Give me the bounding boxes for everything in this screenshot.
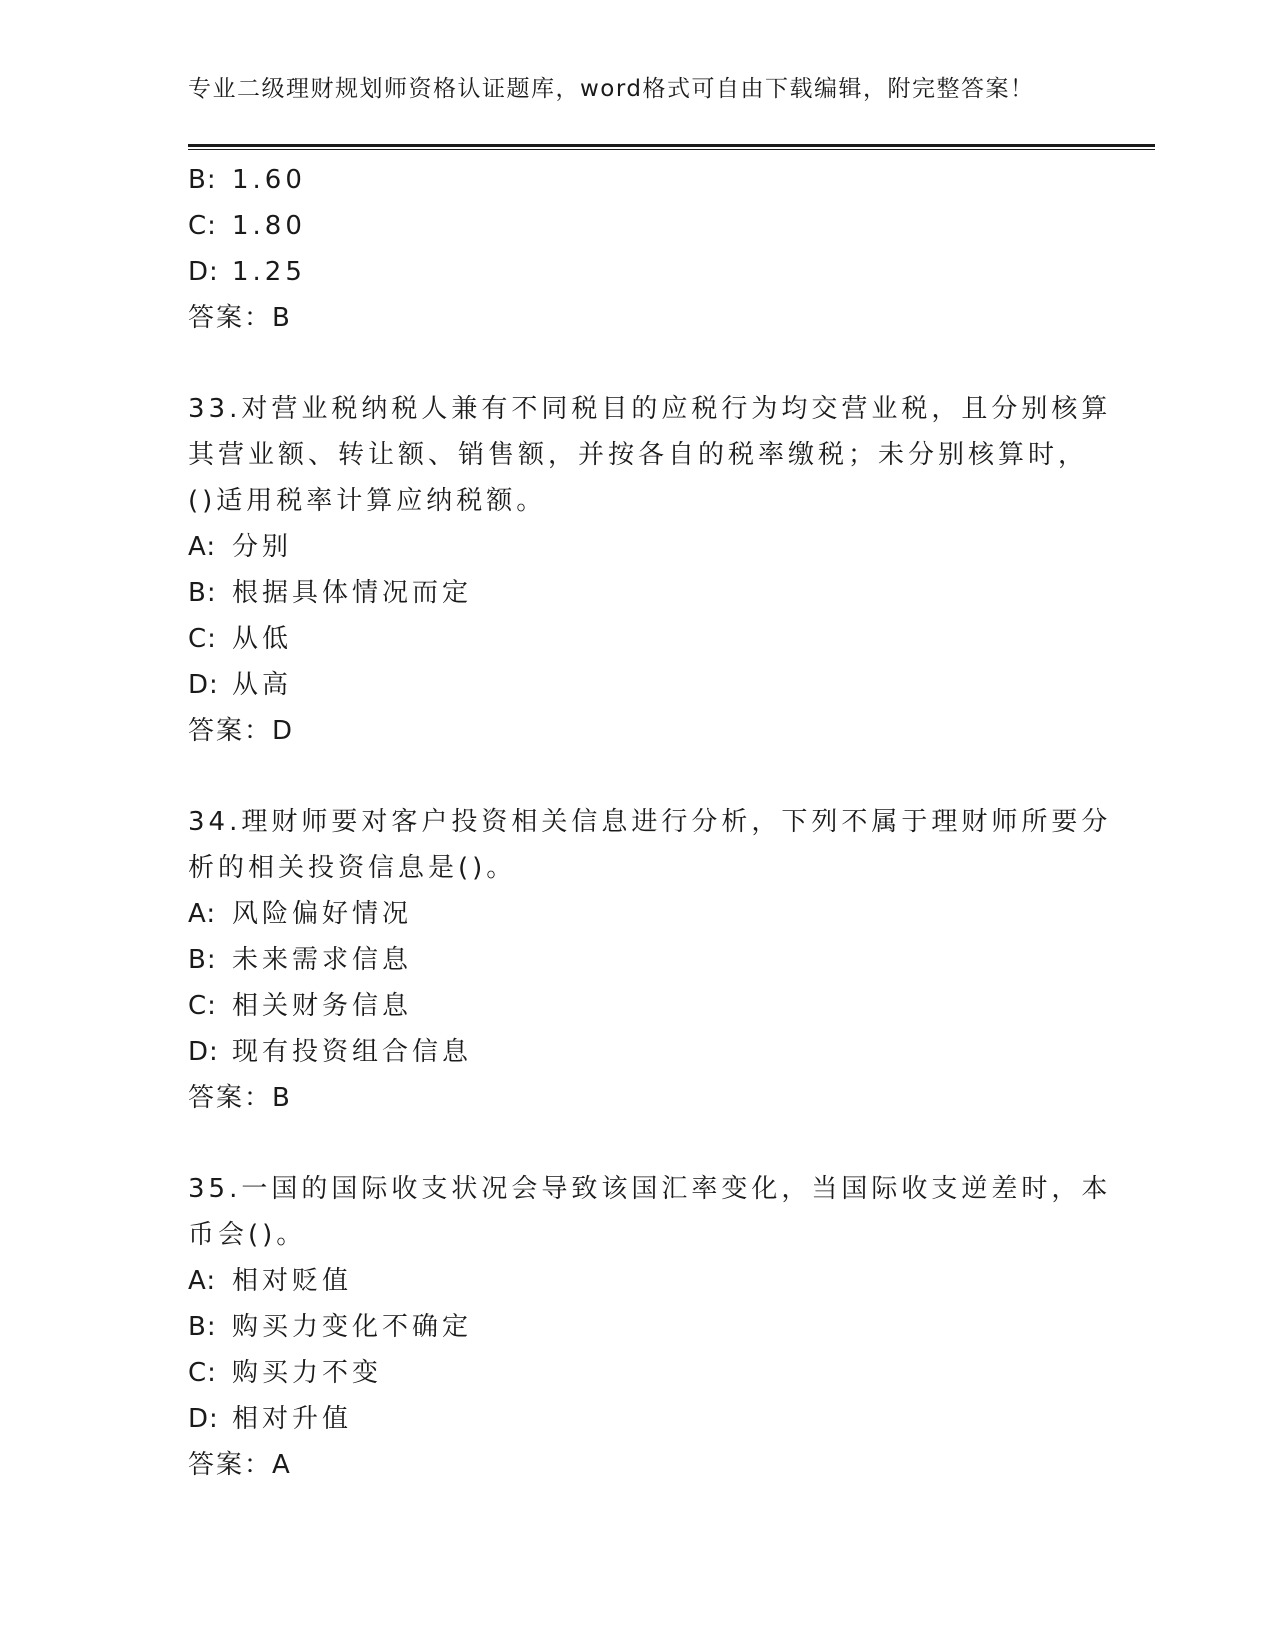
page-header: 专业二级理财规划师资格认证题库，word格式可自由下载编辑，附完整答案！ [188,76,1035,102]
question-stem-line: 币会()。 [188,1220,307,1250]
option-letter: B: [188,578,217,608]
option-c [188,616,1078,662]
answer-line: 答案：D [188,716,295,746]
question-block-35 [188,1166,1112,1488]
option-letter: C: [188,624,217,654]
option-text: 风险偏好情况 [232,899,413,929]
option-letter: A: [188,532,217,562]
answer-line: 答案：A [188,1450,292,1480]
option-letter: B: [188,165,217,195]
option-text: 相关财务信息 [232,991,413,1021]
option-letter: B: [188,945,217,975]
option-letter: A: [188,1266,217,1296]
option-text: 1.25 [232,257,306,287]
option-d [188,662,1078,708]
option-text: 相对贬值 [232,1266,353,1296]
option-c [188,203,1078,249]
option-text: 购买力变化不确定 [232,1312,473,1342]
question-stem-line: ()适用税率计算应纳税额。 [188,486,547,516]
option-letter: C: [188,991,217,1021]
document-body [188,157,1112,1488]
option-text: 根据具体情况而定 [232,578,473,608]
option-c [188,983,1078,1029]
option-letter: D: [188,670,219,700]
option-text: 购买力不变 [232,1358,383,1388]
option-c [188,1350,1078,1396]
option-a [188,891,1078,937]
option-b [188,157,1078,203]
option-letter: C: [188,1358,217,1388]
question-block-33 [188,386,1112,754]
option-d [188,1396,1078,1442]
option-text: 从高 [232,670,293,700]
option-text: 未来需求信息 [232,945,413,975]
option-letter: D: [188,257,219,287]
answer-line: 答案：B [188,1083,292,1113]
option-text: 1.80 [232,211,306,241]
question-stem-line: 其营业额、转让额、销售额，并按各自的税率缴税；未分别核算时， [188,440,1089,470]
option-text: 1.60 [232,165,306,195]
option-text: 现有投资组合信息 [232,1037,473,1067]
question-block-32-tail [188,157,1078,341]
option-text: 分别 [232,532,293,562]
option-letter: A: [188,899,217,929]
option-letter: B: [188,1312,217,1342]
question-block-34 [188,799,1112,1121]
option-d [188,249,1078,295]
option-text: 从低 [232,624,293,654]
answer-line: 答案：B [188,303,292,333]
header-divider [188,144,1155,150]
option-letter: C: [188,211,217,241]
option-b [188,570,1078,616]
option-letter: D: [188,1404,219,1434]
option-b [188,1304,1078,1350]
option-a [188,1258,1078,1304]
question-stem-line: 33.对营业税纳税人兼有不同税目的应税行为均交营业税，且分别核算 [188,394,1112,424]
question-stem-line: 34.理财师要对客户投资相关信息进行分析，下列不属于理财师所要分 [188,807,1112,837]
option-text: 相对升值 [232,1404,353,1434]
question-stem-line: 35.一国的国际收支状况会导致该国汇率变化，当国际收支逆差时，本 [188,1174,1112,1204]
option-letter: D: [188,1037,219,1067]
option-b [188,937,1078,983]
option-a [188,524,1078,570]
option-d [188,1029,1078,1075]
question-stem-line: 析的相关投资信息是()。 [188,853,517,883]
